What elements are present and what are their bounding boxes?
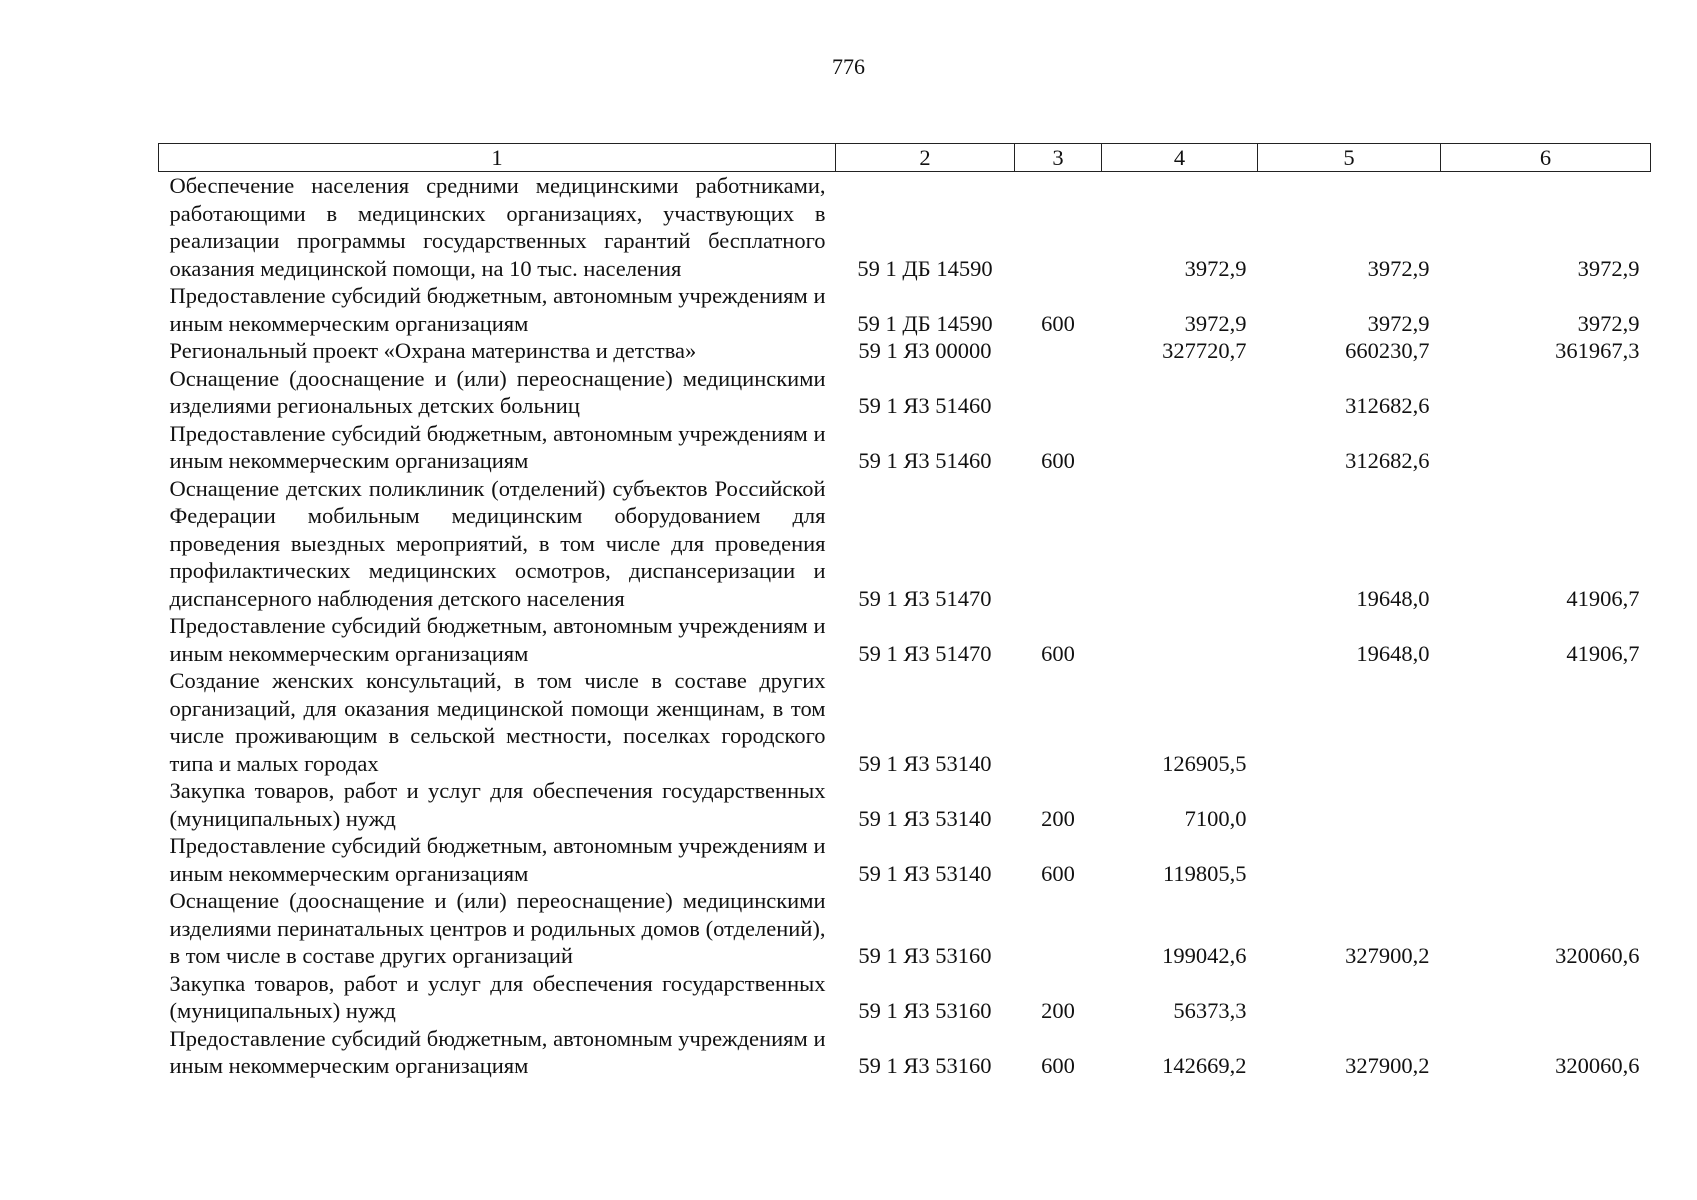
row-expense-type (1015, 337, 1102, 365)
row-amount-col4: 327720,7 (1162, 338, 1247, 363)
row-name: Оснащение (дооснащение и (или) переоснащение) медицинскими изделиями перинатальных центров и родильных домов (отделений), в том числе в составе других организаций (169, 888, 826, 968)
row-amount-col5: 19648,0 (1356, 640, 1430, 666)
row-amount-col4: 199042,6 (1162, 943, 1247, 968)
header-col-1: 1 (159, 144, 836, 172)
row-amount-col6 (1441, 970, 1651, 1025)
row-expense-type (1015, 887, 1102, 970)
row-amount-col6 (1441, 832, 1651, 887)
row-name: Предоставление субсидий бюджетным, автономным учреждениям и иным некоммерческим организациям (169, 1025, 826, 1078)
row-amount-col5: 327900,2 (1345, 1053, 1430, 1078)
row-amount-col6 (1441, 365, 1651, 420)
table-row (159, 337, 1651, 365)
row-amount-col4 (1102, 365, 1258, 420)
row-amount-col5: 312682,6 (1345, 393, 1430, 418)
row-amount-col6 (1441, 667, 1651, 777)
table-row (159, 282, 1651, 337)
header-col-2: 2 (836, 144, 1015, 172)
row-amount-col5: 312682,6 (1345, 448, 1430, 473)
table-row (159, 667, 1651, 777)
row-name: Предоставление субсидий бюджетным, автономным учреждениям и иным некоммерческим организациям (169, 283, 826, 336)
row-code: 59 1 Я3 51460 (858, 448, 992, 473)
table-row (159, 887, 1651, 970)
row-expense-type (1015, 475, 1102, 613)
row-amount-col5 (1258, 970, 1441, 1025)
row-amount-col4: 56373,3 (1173, 998, 1247, 1023)
page-number: 776 (832, 54, 865, 79)
row-name: Обеспечение населения средними медицинскими работниками, работающими в медицинских организациях, участвующих в реализации программы государственных гарантий бесплатного оказания медицинской помощи, на 10 тыс. населения (169, 173, 826, 281)
row-code: 59 1 Я3 53140 (858, 860, 992, 886)
row-amount-col6 (1441, 420, 1651, 475)
row-code: 59 1 Я3 53160 (858, 1053, 992, 1078)
row-amount-col6 (1441, 777, 1651, 832)
header-col-4: 4 (1102, 144, 1258, 172)
row-name: Создание женских консультаций, в том числе в составе других организаций, для оказания медицинской помощи женщинам, в том числе проживающим в сельской местности, поселках городского типа и малых городах (169, 668, 826, 776)
row-amount-col5 (1258, 777, 1441, 832)
row-code: 59 1 Я3 51470 (858, 640, 992, 666)
row-expense-type (1015, 365, 1102, 420)
row-amount-col6: 41906,7 (1566, 640, 1640, 666)
budget-table (158, 143, 1651, 1080)
row-code: 59 1 Я3 00000 (858, 338, 992, 363)
table-row (159, 365, 1651, 420)
table-body (159, 172, 1651, 1080)
row-expense-type (1015, 172, 1102, 283)
row-amount-col6: 320060,6 (1555, 1053, 1640, 1078)
row-code: 59 1 Я3 51460 (858, 393, 992, 418)
row-expense-type: 600 (1041, 448, 1075, 473)
row-amount-col4: 119805,5 (1162, 860, 1247, 886)
row-expense-type: 200 (1041, 805, 1075, 831)
row-expense-type: 200 (1041, 998, 1075, 1023)
row-code: 59 1 ДБ 14590 (857, 255, 993, 281)
row-name: Оснащение детских поликлиник (отделений) субъектов Российской Федерации мобильным медицинским оборудованием для проведения выездных мероприятий, в том числе для проведения профилактических медицинских осмотров, диспансеризации и диспансерного наблюдения детского населения (169, 475, 826, 611)
row-expense-type: 600 (1041, 1053, 1075, 1078)
row-name: Закупка товаров, работ и услуг для обеспечения государственных (муниципальных) нужд (169, 778, 826, 831)
header-row (159, 144, 1651, 172)
row-amount-col4: 3972,9 (1184, 255, 1247, 281)
table-row (159, 612, 1651, 667)
row-name: Оснащение (дооснащение и (или) переоснащение) медицинскими изделиями региональных детских больниц (169, 365, 826, 418)
row-amount-col4 (1102, 612, 1258, 667)
row-amount-col4: 7100,0 (1184, 805, 1247, 831)
table-row (159, 420, 1651, 475)
row-amount-col5: 3972,9 (1367, 255, 1430, 281)
row-name: Региональный проект «Охрана материнства и детства» (169, 338, 697, 363)
row-amount-col5: 327900,2 (1345, 943, 1430, 968)
row-amount-col4: 3972,9 (1184, 310, 1247, 336)
row-amount-col5: 3972,9 (1367, 310, 1430, 336)
row-expense-type: 600 (1041, 640, 1075, 666)
row-amount-col4: 142669,2 (1162, 1053, 1247, 1078)
table-row (159, 832, 1651, 887)
row-amount-col4 (1102, 420, 1258, 475)
row-code: 59 1 Я3 51470 (858, 585, 992, 611)
table-row (159, 777, 1651, 832)
row-code: 59 1 Я3 53160 (858, 943, 992, 968)
header-col-3: 3 (1015, 144, 1102, 172)
table-row (159, 475, 1651, 613)
row-expense-type: 600 (1041, 860, 1075, 886)
table-row (159, 172, 1651, 283)
table-header (159, 144, 1651, 172)
row-name: Предоставление субсидий бюджетным, автономным учреждениям и иным некоммерческим организациям (169, 420, 826, 473)
row-amount-col6: 361967,3 (1555, 338, 1640, 363)
row-name: Предоставление субсидий бюджетным, автономным учреждениям и иным некоммерческим организациям (169, 833, 826, 886)
row-code: 59 1 Я3 53160 (858, 998, 992, 1023)
row-amount-col4 (1102, 475, 1258, 613)
row-name: Закупка товаров, работ и услуг для обеспечения государственных (муниципальных) нужд (169, 970, 826, 1023)
row-amount-col6: 3972,9 (1577, 255, 1640, 281)
row-amount-col4: 126905,5 (1162, 750, 1247, 776)
header-col-6: 6 (1441, 144, 1651, 172)
row-amount-col6: 3972,9 (1577, 310, 1640, 336)
row-code: 59 1 ДБ 14590 (857, 310, 993, 336)
row-amount-col5: 660230,7 (1345, 338, 1430, 363)
row-amount-col5 (1258, 832, 1441, 887)
row-amount-col5: 19648,0 (1356, 585, 1430, 611)
row-expense-type: 600 (1041, 310, 1075, 336)
table-row (159, 1025, 1651, 1080)
header-col-5: 5 (1258, 144, 1441, 172)
row-amount-col6: 320060,6 (1555, 943, 1640, 968)
row-code: 59 1 Я3 53140 (858, 805, 992, 831)
row-expense-type (1015, 667, 1102, 777)
row-amount-col5 (1258, 667, 1441, 777)
row-code: 59 1 Я3 53140 (858, 750, 992, 776)
row-amount-col6: 41906,7 (1566, 585, 1640, 611)
row-name: Предоставление субсидий бюджетным, автономным учреждениям и иным некоммерческим организациям (169, 613, 826, 666)
table-row (159, 970, 1651, 1025)
